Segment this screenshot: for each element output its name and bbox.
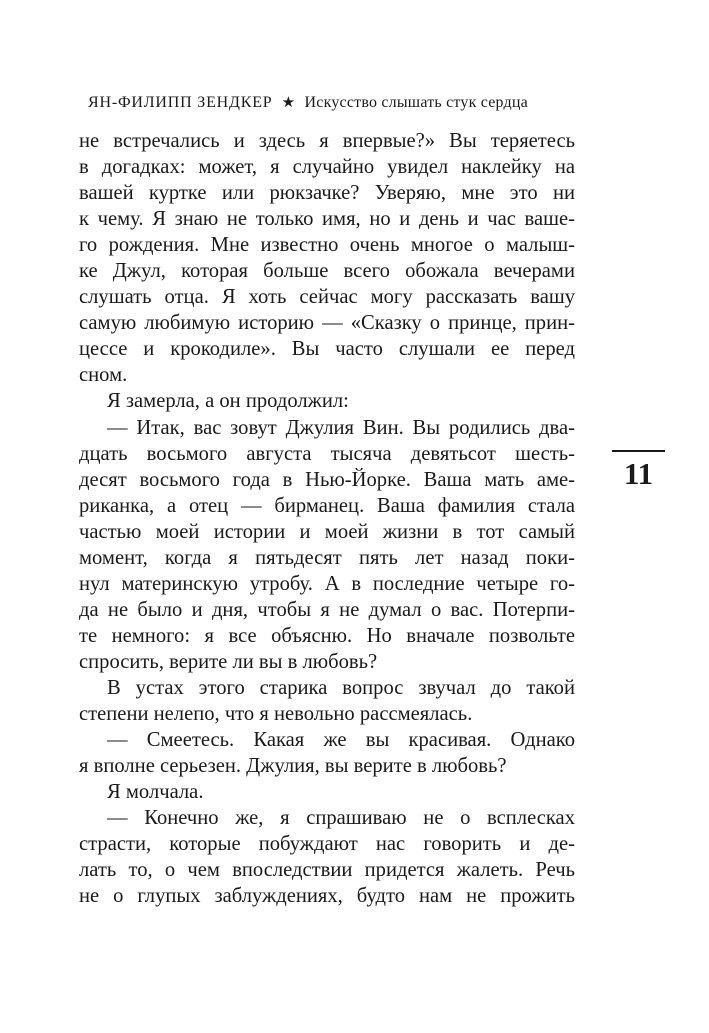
page-number-rule — [612, 450, 665, 452]
text-line: в догадках: может, я случайно увидел наклейку на — [79, 156, 575, 179]
text-line: дцать восьмого августа тысяча девятьсот шесть- — [79, 442, 575, 465]
text-line: не встречались и здесь я впервые?» Вы теряетесь — [79, 130, 575, 152]
text-line: нул материнскую утробу. А в последние четыре го- — [79, 572, 575, 595]
text-line: — Конечно же, я спрашиваю не о всплесках — [107, 807, 575, 830]
text-line: частью моей истории и моей жизни в тот самый — [79, 520, 575, 543]
running-head-book-title: Искусство слышать стук сердца — [304, 94, 528, 111]
text-line: цессе и крокодиле». Вы часто слушали ее перед — [79, 338, 575, 361]
text-line: момент, когда я пятьдесят пять лет назад поки- — [79, 546, 575, 569]
text-line: го рождения. Мне известно очень многое о малыш- — [79, 234, 575, 257]
text-line: ке Джул, которая больше всего обожала вечерами — [79, 260, 575, 283]
text-line: сном. — [79, 364, 128, 387]
text-line: Я молчала. — [107, 781, 204, 804]
page-number: 11 — [623, 456, 654, 491]
text-line: да не было и дня, чтобы я не думал о вас. Потерпи- — [79, 598, 575, 621]
running-head — [88, 93, 578, 112]
text-line: десят восьмого года в Нью-Йорке. Ваша мать аме- — [79, 468, 575, 491]
text-line: страсти, которые побуждают нас говорить и де- — [79, 833, 575, 856]
text-line: самую любимую историю — «Сказку о принце, прин- — [79, 312, 575, 335]
text-line: вашей куртке или рюкзачке? Уверяю, мне это ни — [79, 182, 575, 205]
text-line: я вполне серьезен. Джулия, вы верите в любовь? — [79, 755, 507, 778]
running-head-author: ЯН-ФИЛИПП ЗЕНДКЕР — [88, 94, 273, 111]
text-line: Я замерла, а он продолжил: — [107, 390, 349, 413]
text-line: — Смеетесь. Какая же вы красивая. Однако — [107, 729, 575, 752]
text-line: спросить, верите ли вы в любовь? — [79, 650, 378, 673]
text-line: те немного: я все объясню. Но вначале позвольте — [79, 624, 575, 647]
text-line: к чему. Я знаю не только имя, но и день и час ваше- — [79, 208, 575, 231]
body-text — [79, 128, 575, 909]
text-line: не о глупых заблуждениях, будто нам не прожить — [79, 885, 575, 908]
text-line: лать то, о чем впоследствии придется жалеть. Речь — [79, 859, 575, 882]
text-line: В устах этого старика вопрос звучал до такой — [107, 676, 575, 699]
text-line: степени нелепо, что я невольно рассмеялась. — [79, 703, 473, 726]
text-line: — Итак, вас зовут Джулия Вин. Вы родились два- — [107, 416, 575, 439]
text-line: слушать отца. Я хоть сейчас могу рассказать вашу — [79, 286, 575, 309]
star-icon: ★ — [281, 95, 296, 111]
text-line: риканка, а отец — бирманец. Ваша фамилия стала — [79, 494, 575, 517]
